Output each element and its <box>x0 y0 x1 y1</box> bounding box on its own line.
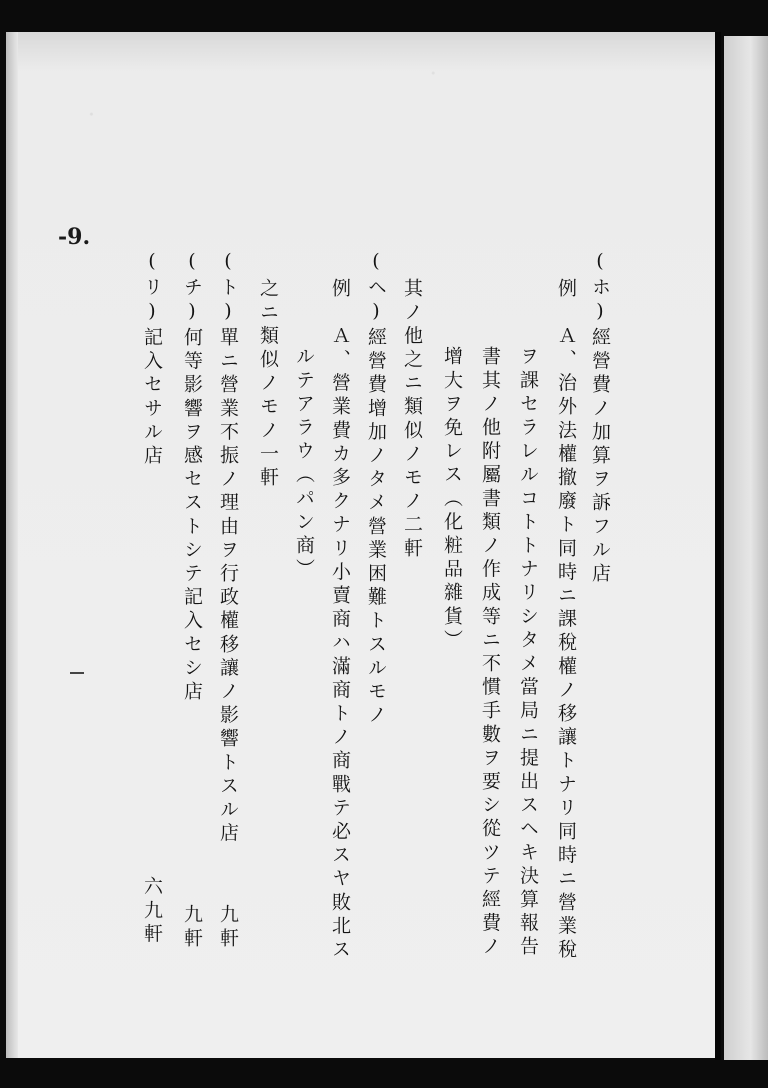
count-chi: 九軒 <box>181 904 203 952</box>
count-to: 九軒 <box>217 904 239 952</box>
document-page <box>6 32 718 1058</box>
margin-dash <box>70 672 84 674</box>
scan-border <box>0 1060 768 1088</box>
page-corner-mark: -9. <box>58 224 91 250</box>
text-column-12: (チ)何等影響ヲ感セストシテ記入セシ店 <box>181 250 203 705</box>
text-column-11: (ト)單ニ營業不振ノ理由ヲ行政權移讓ノ影響トスル店 <box>217 250 239 846</box>
text-column-10: 之ニ類似ノモノ一軒 <box>257 278 279 491</box>
text-column-8: 例 Ａ、營業費カ多クナリ小賣商ハ滿商トノ商戰テ必スヤ敗北ス <box>329 278 351 963</box>
count-ri: 六九軒 <box>141 876 163 947</box>
text-column-6: 其ノ他之ニ類似ノモノ二軒 <box>401 278 423 562</box>
page-edge <box>6 32 18 1058</box>
text-column-3: ヲ課セラレルコトトナリシタメ當局ニ提出スヘキ決算報告 <box>517 346 539 960</box>
text-column-7: (ヘ)經營費增加ノタメ營業困難トスルモノ <box>365 250 387 728</box>
text-column-13: (リ)記入セサル店 <box>141 250 163 469</box>
text-column-4: 書其ノ他附屬書類ノ作成等ニ不慣手數ヲ要シ從ツテ經費ノ <box>479 346 501 960</box>
adjacent-page-edge <box>724 36 768 1060</box>
text-column-2: 例 Ａ、治外法權撤廢ト同時ニ課稅權ノ移讓トナリ同時ニ營業稅 <box>555 278 577 963</box>
text-column-1: (ホ)經營費ノ加算ヲ訴フル店 <box>589 250 611 587</box>
text-column-9: ルテアラウ（パン商） <box>293 346 315 582</box>
text-column-5: 增大ヲ免レス（化粧品雜貨） <box>441 346 463 653</box>
book-spine <box>715 32 721 1062</box>
